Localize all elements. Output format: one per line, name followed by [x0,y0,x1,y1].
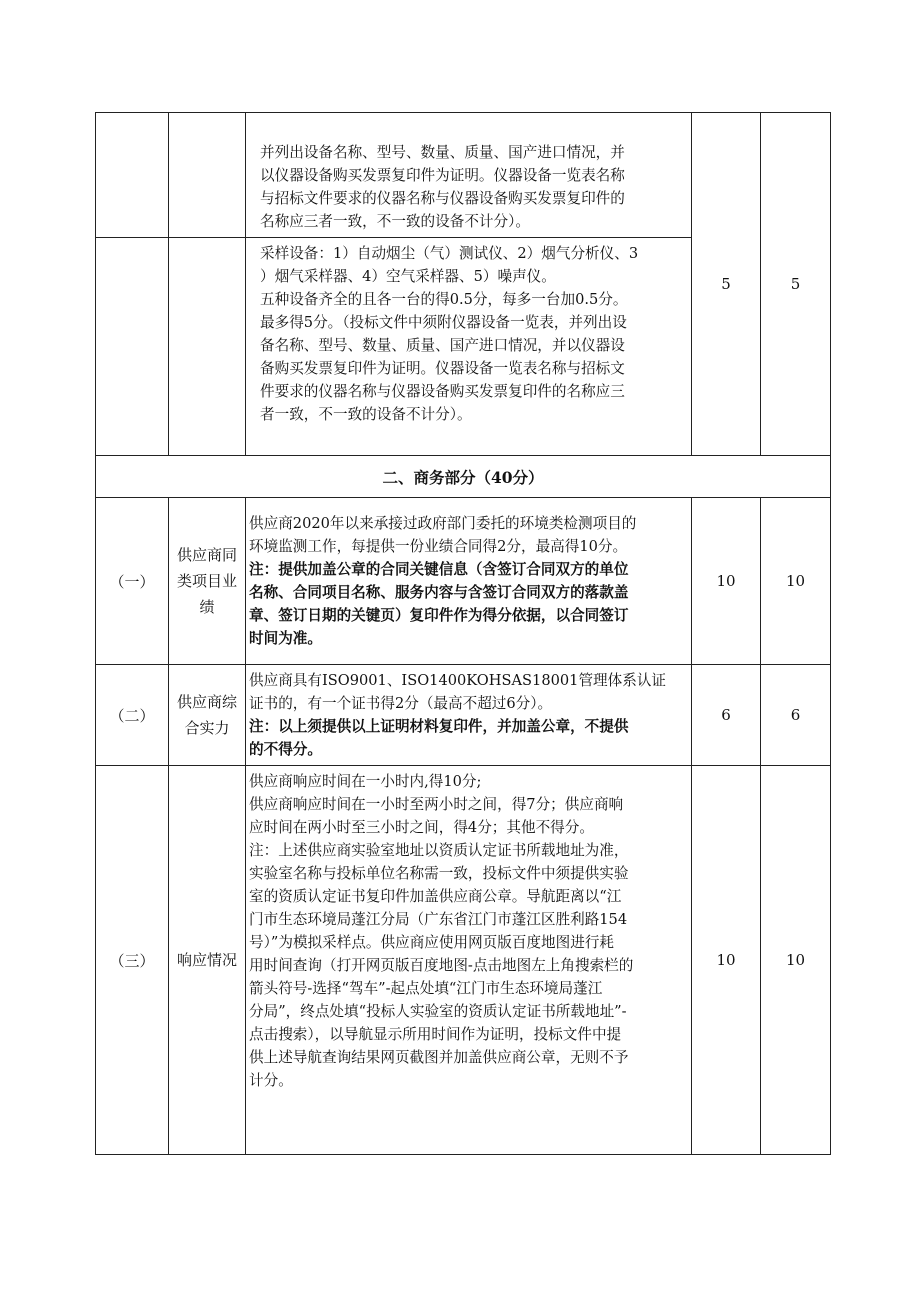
row-number: （一） [96,498,169,665]
score: 10 [761,498,831,665]
criteria-cell [246,766,692,1155]
criteria-note-line: 章、签订日期的关键页）复印件作为得分依据，以合同签订 [249,607,629,624]
criteria-line: 备购买发票复印件为证明。仪器设备一览表名称与招标文 [260,360,625,377]
section-header-row [96,456,831,498]
criteria-line: 室的资质认定证书复印件加盖供应商公章。导航距离以“江 [249,888,622,905]
criteria-line: 应时间在两小时至三小时之间，得4分；其他不得分。 [249,819,594,836]
criteria-line: ）烟气采样器、4）空气采样器、5）噪声仪。 [260,268,556,285]
max-score-cell [692,113,761,456]
criteria-note-line: 时间为准。 [249,630,322,647]
criteria-line: 件要求的仪器名称与仪器设备购买发票复印件的名称应三 [260,383,625,400]
criteria-line: 用时间查询（打开网页版百度地图-点击地图左上角搜索栏的 [249,957,634,974]
criteria-line: 箭头符号-选择“驾车”-起点处填“江门市生态环境局蓬江 [249,980,603,997]
criteria-line: 供应商2020年以来承接过政府部门委托的环境类检测项目的 [249,515,637,532]
criteria-line: 证书的，有一个证书得2分（最高不超过6分）。 [249,695,553,712]
criteria-line: 者一致，不一致的设备不计分）。 [260,406,472,423]
criteria-line: 供应商响应时间在一小时至两小时之间，得7分；供应商响 [249,796,624,813]
max-score: 5 [721,275,731,293]
criteria-cell [246,238,692,456]
criteria-line: 供应商响应时间在一小时内,得10分; [249,773,482,790]
criteria-cell [246,113,692,238]
score-cell [761,113,831,456]
criteria-note-line: 名称、合同项目名称、服务内容与含签订合同双方的落款盖 [249,584,629,601]
row-item-name: 供应商同类项目业绩 [169,498,246,665]
criteria-note-line: 注：提供加盖公章的合同关键信息（含签订合同双方的单位 [249,561,629,578]
criteria-line: 采样设备：1）自动烟尘（气）测试仪、2）烟气分析仪、3 [260,245,639,262]
criteria-note-line: 注：以上须提供以上证明材料复印件，并加盖公章，不提供 [249,718,629,735]
row-item-cell [169,238,246,456]
table-row [96,113,831,238]
score: 10 [761,766,831,1155]
table-row [96,665,831,766]
criteria-line: 环境监测工作，每提供一份业绩合同得2分，最高得10分。 [249,538,628,555]
criteria-line: 供上述导航查询结果网页截图并加盖供应商公章，无则不予 [249,1049,629,1066]
max-score: 6 [692,665,761,766]
criteria-cell [246,498,692,665]
criteria-line: 以仪器设备购买发票复印件为证明。仪器设备一览表名称 [260,167,625,184]
criteria-line: 分局”，终点处填“投标人实验室的资质认定证书所载地址”- [249,1003,627,1020]
max-score: 10 [692,498,761,665]
row-number: （二） [96,665,169,766]
score: 5 [790,275,801,293]
max-score: 10 [692,766,761,1155]
section-title: 二、商务部分（40分） [96,456,831,498]
row-number: （三） [96,766,169,1155]
row-number-cell [96,113,169,238]
criteria-line: 供应商具有ISO9001、ISO1400KOHSAS18001管理体系认证 [249,672,667,689]
score: 6 [761,665,831,766]
criteria-cell [246,665,692,766]
criteria-line: 门市生态环境局蓬江分局（广东省江门市蓬江区胜利路154 [249,911,628,928]
criteria-line: 号）”为模拟采样点。供应商应使用网页版百度地图进行耗 [249,934,615,951]
table-row [96,498,831,665]
criteria-line: 点击搜索），以导航显示所用时间作为证明，投标文件中提 [249,1026,622,1043]
criteria-note-line: 的不得分。 [249,741,322,758]
row-item-cell [169,113,246,238]
criteria-line: 名称应三者一致，不一致的设备不计分）。 [260,213,530,230]
scoring-table [95,112,831,1155]
table-row [96,766,831,1155]
criteria-line: 五种设备齐全的且各一台的得0.5分，每多一台加0.5分。 [260,291,628,308]
criteria-line: 注：上述供应商实验室地址以资质认定证书所载地址为准， [249,842,629,859]
criteria-line: 最多得5分。（投标文件中须附仪器设备一览表，并列出设 [260,314,627,331]
criteria-line: 备名称、型号、数量、质量、国产进口情况，并以仪器设 [260,337,625,354]
criteria-line: 计分。 [249,1072,293,1089]
row-item-name: 供应商综合实力 [169,665,246,766]
criteria-line: 实验室名称与投标单位名称需一致，投标文件中须提供实验 [249,865,629,882]
criteria-line: 并列出设备名称、型号、数量、质量、国产进口情况，并 [260,144,625,161]
row-number-cell [96,238,169,456]
criteria-line: 与招标文件要求的仪器名称与仪器设备购买发票复印件的 [260,190,625,207]
row-item-name: 响应情况 [169,766,246,1155]
